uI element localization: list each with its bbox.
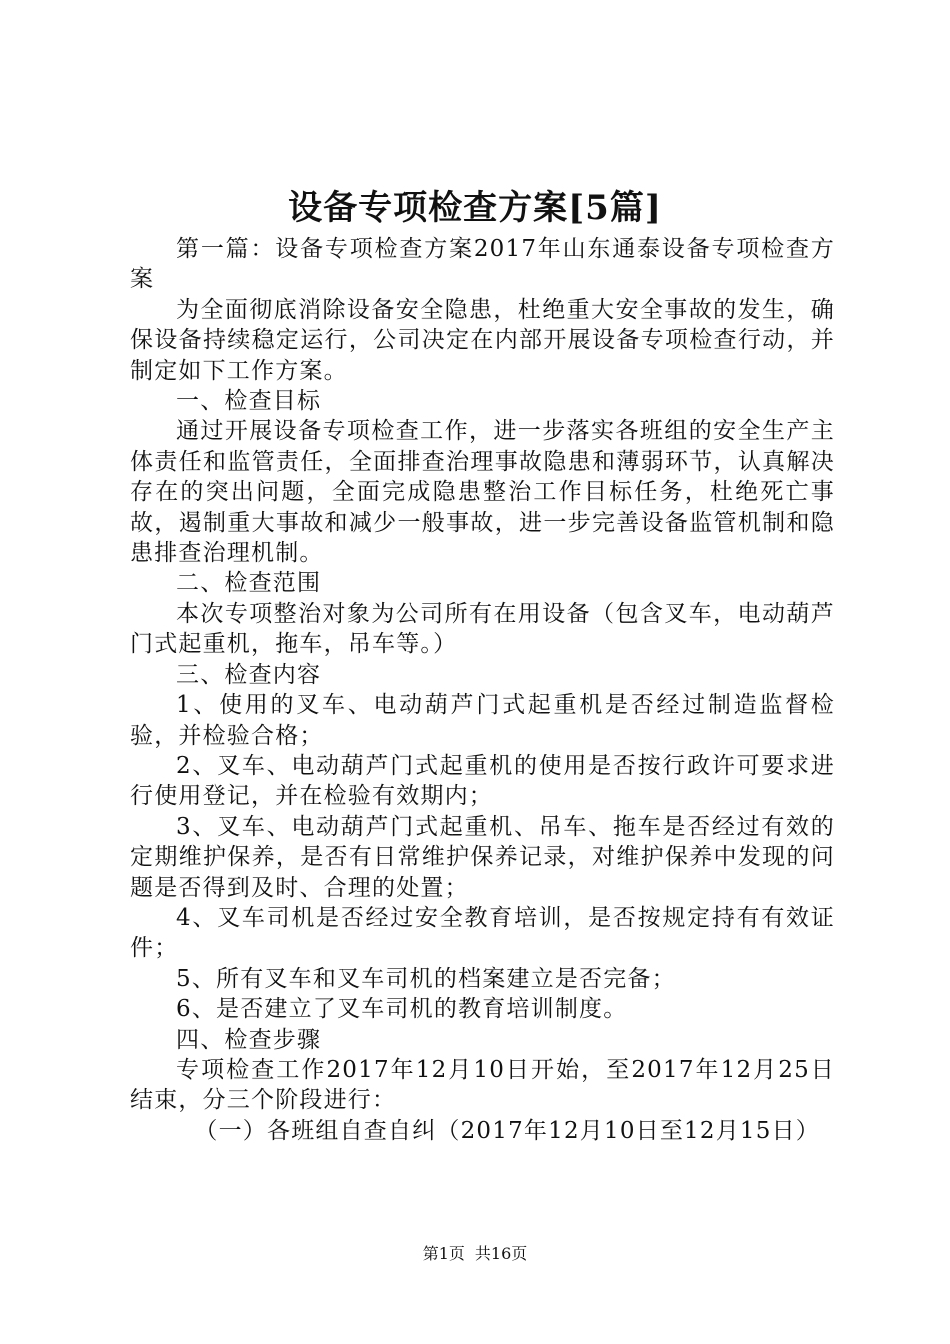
- paragraph-objectives: 通过开展设备专项检查工作，进一步落实各班组的安全生产主体责任和监管责任，全面排查治理事故隐患和薄弱环节，认真解决存在的突出问题，全面完成隐患整治工作目标任务，杜绝死亡事故，遏制重大事故和减少一般事故，进一步完善设备监管机制和隐患排查治理机制。: [130, 418, 835, 567]
- section-heading-steps: 四、检查步骤: [176, 1026, 322, 1053]
- list-item-content-5: 5、所有叉车和叉车司机的档案建立是否完备；: [176, 965, 676, 992]
- page-footer: [0, 1243, 950, 1265]
- paragraph-step-one: （一）各班组自查自纠（2017年12月10日至12月15日）: [194, 1117, 820, 1144]
- page-number: 第1页: [422, 1244, 465, 1263]
- list-item-content-2: 2、叉车、电动葫芦门式起重机的使用是否按行政许可要求进行使用登记，并在检验有效期内；: [130, 752, 835, 810]
- list-item-content-4: 4、叉车司机是否经过安全教育培训，是否按规定持有有效证件；: [130, 904, 835, 962]
- document-body: [130, 234, 835, 1146]
- document-title: 设备专项检查方案[5篇]: [288, 188, 662, 228]
- list-item-content-3: 3、叉车、电动葫芦门式起重机、吊车、拖车是否经过有效的定期维护保养，是否有日常维护保养记录，对维护保养中发现的问题是否得到及时、合理的处置；: [130, 813, 835, 901]
- page-total: 共16页: [474, 1244, 528, 1263]
- section-heading-content: 三、检查内容: [176, 661, 322, 688]
- paragraph-scope: 本次专项整治对象为公司所有在用设备（包含叉车，电动葫芦门式起重机，拖车，吊车等。）: [130, 600, 835, 658]
- list-item-content-1: 1、使用的叉车、电动葫芦门式起重机是否经过制造监督检验，并检验合格；: [130, 692, 835, 749]
- paragraph-steps: 专项检查工作2017年12月10日开始，至2017年12月25日结束，分三个阶段进行：: [130, 1056, 835, 1114]
- list-item-content-6: 6、是否建立了叉车司机的教育培训制度。: [176, 996, 628, 1023]
- section-heading-objectives: 一、检查目标: [176, 388, 322, 415]
- section-heading-scope: 二、检查范围: [176, 570, 322, 597]
- paragraph-part-one-heading: 第一篇：设备专项检查方案2017年山东通泰设备专项检查方案: [130, 236, 835, 293]
- paragraph-intro: 为全面彻底消除设备安全隐患，杜绝重大安全事故的发生，确保设备持续稳定运行，公司决定在内部开展设备专项检查行动，并制定如下工作方案。: [130, 296, 835, 384]
